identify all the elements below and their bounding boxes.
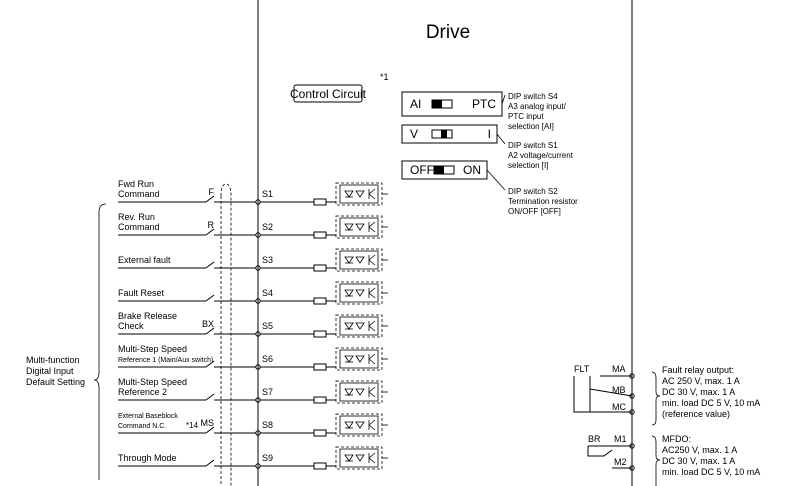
input-contact <box>206 394 214 400</box>
dip-switch-right-label: PTC <box>472 97 496 111</box>
dip-switch-knob <box>434 166 444 174</box>
relay-desc: AC250 V, max. 1 A <box>662 445 738 455</box>
optocoupler-icon <box>336 381 388 403</box>
relay-terminal-mc: MC <box>612 402 626 412</box>
input-code: BX <box>201 319 214 329</box>
input-row-s5 <box>118 311 388 337</box>
dip-switch-left-label: OFF <box>410 163 434 177</box>
relay-desc: Fault relay output: <box>662 365 735 375</box>
input-label: Rev. Run <box>118 212 155 222</box>
input-resistor <box>314 265 326 271</box>
input-label: Command N.C. <box>118 423 167 430</box>
relay-desc: DC 30 V, max. 1 A <box>662 387 736 397</box>
dip-switch-knob <box>441 130 447 138</box>
input-row-s6 <box>118 344 388 370</box>
relay-label: FLT <box>574 364 590 374</box>
dip-switch-desc: ON/OFF [OFF] <box>508 207 561 216</box>
input-label: Command <box>118 189 160 199</box>
optocoupler-icon <box>336 183 388 205</box>
optocoupler-icon <box>336 282 388 304</box>
input-row-s3 <box>118 249 388 271</box>
input-resistor <box>314 397 326 403</box>
terminal-label: S1 <box>262 189 274 199</box>
relay-desc: (reference value) <box>662 409 731 419</box>
relay-desc: DC 30 V, max. 1 A <box>662 456 736 466</box>
input-resistor <box>314 364 326 370</box>
optocoupler-icon <box>336 348 388 370</box>
terminal-label: S9 <box>262 453 274 463</box>
input-code: MS <box>200 418 214 428</box>
input-group-label-1: Multi-function <box>26 355 80 365</box>
input-row-s7 <box>118 377 388 403</box>
terminal-label: S2 <box>262 222 274 232</box>
note-ref-1: *1 <box>380 72 389 82</box>
terminal-label: S7 <box>262 387 274 397</box>
input-row-s1 <box>118 179 388 205</box>
input-label: Reference 1 (Main/Aux switch) <box>118 357 214 364</box>
dip-switch-desc: selection [AI] <box>508 122 554 131</box>
dip-switch-left-label: AI <box>410 97 422 111</box>
input-row-s4 <box>118 282 388 304</box>
digital-input-group <box>118 179 388 469</box>
input-group-label-2: Digital Input <box>26 366 74 376</box>
input-label: Fault Reset <box>118 288 165 298</box>
relay-terminal-ma: MA <box>612 364 626 374</box>
relay-output-group <box>574 364 760 486</box>
dip-switch-left-label: V <box>410 127 419 141</box>
brake-relay-output <box>588 434 760 486</box>
input-note: *14 <box>186 421 199 430</box>
shield-line-left <box>221 184 231 486</box>
input-label: External fault <box>118 255 171 265</box>
optocoupler-icon <box>336 315 388 337</box>
input-label: External Baseblock <box>118 413 178 420</box>
terminal-label: S6 <box>262 354 274 364</box>
relay-desc: min. load DC 5 V, 10 mA <box>662 398 761 408</box>
relay-desc: AC 250 V, max. 1 A <box>662 376 740 386</box>
dip-switch-desc: DIP switch S1 <box>508 141 558 150</box>
input-row-s2 <box>118 212 388 238</box>
input-resistor <box>314 463 326 469</box>
input-resistor <box>314 199 326 205</box>
input-label: Check <box>118 321 144 331</box>
dip-switch-group <box>402 92 578 216</box>
dip-switch-knob <box>432 100 442 108</box>
input-code: R <box>207 220 214 230</box>
input-label: Fwd Run <box>118 179 155 189</box>
dip-switch-leader <box>497 134 505 144</box>
dip-switch-desc: DIP switch S2 <box>508 187 558 196</box>
dip-switch-desc: A3 analog input/ <box>508 102 566 111</box>
input-label: Reference 2 <box>118 387 168 397</box>
control-circuit-label: Control Circuit <box>289 87 367 101</box>
relay-terminal-m1: M1 <box>614 434 627 444</box>
terminal-label: S4 <box>262 288 274 298</box>
fault-relay-output <box>574 364 760 425</box>
optocoupler-icon <box>336 414 388 436</box>
relay-terminal-m2: M2 <box>614 457 627 467</box>
input-group-label-3: Default Setting <box>26 377 86 387</box>
drive-title: Drive <box>425 22 471 43</box>
dip-switch-desc: PTC input <box>508 112 544 121</box>
dip-switch-desc: A2 voltage/current <box>508 151 573 160</box>
dip-switch-desc: selection [I] <box>508 161 549 170</box>
input-resistor <box>314 298 326 304</box>
terminal-label: S5 <box>262 321 274 331</box>
dip-switch-s2 <box>402 161 578 216</box>
input-row-s8 <box>118 413 388 436</box>
input-row-s9 <box>118 447 388 469</box>
input-label: Multi-Step Speed <box>118 377 188 387</box>
input-label: Multi-Step Speed <box>118 344 188 354</box>
input-contact <box>206 262 214 268</box>
input-group-brace <box>94 204 106 480</box>
input-label: Brake Release <box>118 311 178 321</box>
relay-desc: MFDO: <box>662 434 691 444</box>
dip-switch-right-label: I <box>487 127 491 141</box>
relay-terminal-mb: MB <box>612 385 626 395</box>
optocoupler-icon <box>336 249 388 271</box>
input-resistor <box>314 430 326 436</box>
input-resistor <box>314 232 326 238</box>
input-label: Through Mode <box>118 453 177 463</box>
input-resistor <box>314 331 326 337</box>
dip-switch-leader <box>487 170 505 190</box>
dip-switch-desc: DIP switch S4 <box>508 92 558 101</box>
terminal-label: S8 <box>262 420 274 430</box>
terminal-label: S3 <box>262 255 274 265</box>
input-contact <box>206 295 214 301</box>
relay-desc: min. load DC 5 V, 10 mA <box>662 467 761 477</box>
input-code: F <box>208 187 214 197</box>
input-label: Command <box>118 222 160 232</box>
optocoupler-icon <box>336 216 388 238</box>
relay-label: BR <box>588 434 601 444</box>
input-contact <box>206 460 214 466</box>
dip-switch-desc: Termination resistor <box>508 197 578 206</box>
dip-switch-right-label: ON <box>463 163 481 177</box>
optocoupler-icon <box>336 447 388 469</box>
